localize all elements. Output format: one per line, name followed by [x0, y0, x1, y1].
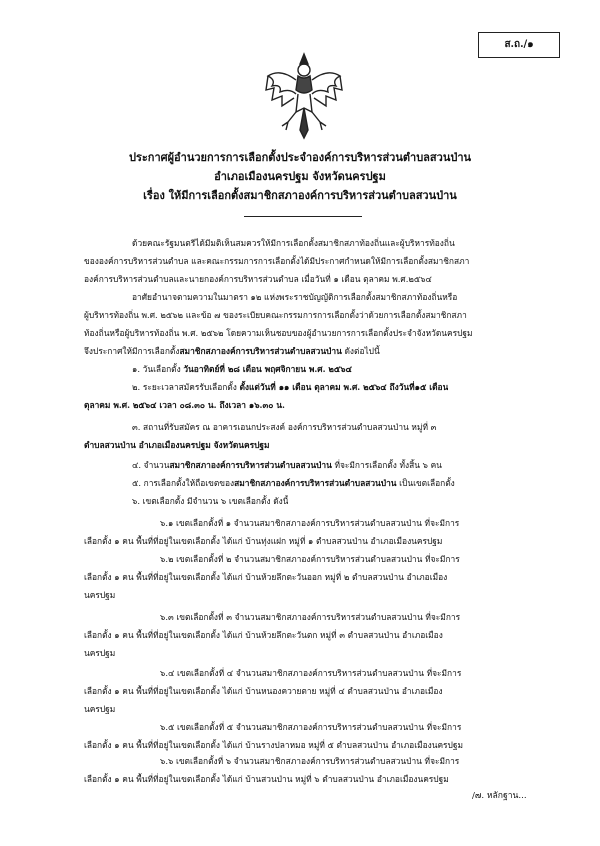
zone-2-line: นครปฐม [84, 590, 116, 600]
text-run: ที่จะมีการเลือกตั้ง ทั้งสิ้น ๖ คน [331, 460, 442, 470]
bold-text-run: สมาชิกสภาองค์การบริหารส่วนตำบลสวนป่าน [169, 460, 332, 470]
text-run: ดังต่อไปนี้ [341, 346, 380, 356]
zone-5-line: ๖.๕ เขตเลือกตั้งที่ ๕ จำนวนสมาชิกสภาองค์การบริหารส่วนตำบลสวนป่าน ที่จะมีการ [160, 722, 462, 732]
text-run: จึงประกาศให้มีการเลือกตั้ง [84, 346, 180, 356]
item-application-venue: ๓. สถานที่รับสมัคร ณ อาคารเอนกประสงค์ องค์การบริหารส่วนตำบลสวนป่าน หมู่ที่ ๓ [132, 422, 437, 432]
item-constituency-count: ๖. เขตเลือกตั้ง มีจำนวน ๖ เขตเลือกตั้ง ดังนี้ [132, 496, 289, 506]
zone-3-line: นครปฐม [84, 648, 116, 658]
item-constituency-rule [132, 476, 455, 490]
garuda-emblem-icon [262, 50, 346, 142]
subject-line: เรื่อง ให้มีการเลือกตั้งสมาชิกสภาองค์การบริหารส่วนตำบลสวนป่าน [143, 189, 457, 202]
text-run: ๕. การเลือกตั้งให้ถือเขตของ [132, 478, 235, 488]
bold-text-run: ตั้งแต่วันที่ ๑๑ เดือน ตุลาคม พ.ศ. ๒๕๖๔ ถึงวันที่๑๕ เดือน [239, 382, 449, 392]
zone-3-line: ๖.๓ เขตเลือกตั้งที่ ๓ จำนวนสมาชิกสภาองค์การบริหารส่วนตำบลสวนป่าน ที่จะมีการ [160, 612, 461, 622]
bold-text-run: สมาชิกสภาองค์การบริหารส่วนตำบลสวนป่าน [179, 346, 342, 356]
text-run: ๑. วันเลือกตั้ง [132, 364, 184, 374]
paragraph-line: ตำบลสวนป่าน อำเภอเมืองนครปฐม จังหวัดนครปฐม [84, 440, 270, 450]
zone-1-line: เลือกตั้ง ๑ คน พื้นที่ที่อยู่ในเขตเลือกตั้ง ได้แก่ บ้านทุ่งแฝก หมู่ที่ ๑ ตำบลสวนป่าน อำเภอเมืองนครปฐม [84, 536, 443, 546]
paragraph-line: ด้วยคณะรัฐมนตรีได้มีมติเห็นสมควรให้มีการเลือกตั้งสมาชิกสภาท้องถิ่นและผู้บริหารท้องถิ่น [132, 238, 455, 248]
form-code-box: ส.ถ./๑ [478, 32, 560, 58]
title-divider [244, 216, 362, 217]
zone-3-line: เลือกตั้ง ๑ คน พื้นที่ที่อยู่ในเขตเลือกตั้ง ได้แก่ บ้านห้วยลึกตะวันตก หมู่ที่ ๓ ตำบลสวนป่าน อำเภอเมือง [84, 630, 443, 640]
zone-2-line: ๖.๒ เขตเลือกตั้งที่ ๒ จำนวนสมาชิกสภาองค์การบริหารส่วนตำบลสวนป่าน ที่จะมีการ [160, 554, 460, 564]
bold-text-run: วันอาทิตย์ที่ ๒๘ เดือน พฤศจิกายน พ.ศ. ๒๕๖๔ [183, 364, 352, 374]
paragraph-line: ผู้บริหารท้องถิ่น พ.ศ. ๒๕๖๒ และข้อ ๗ ของระเบียบคณะกรรมการการเลือกตั้งว่าด้วยการเลือกตั้งสมาชิกสภา [84, 310, 467, 320]
item-election-day [132, 362, 352, 376]
paragraph-line [84, 344, 380, 358]
item-member-count [132, 458, 442, 472]
text-run: ๔. จำนวน [132, 460, 170, 470]
zone-5-line: เลือกตั้ง ๑ คน พื้นที่ที่อยู่ในเขตเลือกตั้ง ได้แก่ บ้านรางปลาหมอ หมู่ที่ ๕ ตำบลสวนป่าน อำเภอเมืองนครปฐม [84, 740, 463, 750]
bold-text-run: สมาชิกสภาองค์การบริหารส่วนตำบลสวนป่าน [234, 478, 397, 488]
paragraph-line: ขององค์การบริหารส่วนตำบล และคณะกรรมการการเลือกตั้งได้มีประกาศกำหนดให้มีการเลือกตั้งสมาชิกสภา [84, 256, 470, 266]
district-province: อำเภอเมืองนครปฐม จังหวัดนครปฐม [214, 170, 386, 183]
zone-6-line: ๖.๖ เขตเลือกตั้งที่ ๖ จำนวนสมาชิกสภาองค์การบริหารส่วนตำบลสวนป่าน ที่จะมีการ [160, 756, 460, 766]
zone-4-line: นครปฐม [84, 704, 116, 714]
continuation-marker: /๗. หลักฐาน... [472, 791, 527, 801]
text-run: ๒. ระยะเวลาสมัครรับเลือกตั้ง [132, 382, 240, 392]
zone-1-line: ๖.๑ เขตเลือกตั้งที่ ๑ จำนวนสมาชิกสภาองค์การบริหารส่วนตำบลสวนป่าน ที่จะมีการ [160, 518, 460, 528]
text-run: เป็นเขตเลือกตั้ง [396, 478, 455, 488]
zone-2-line: เลือกตั้ง ๑ คน พื้นที่ที่อยู่ในเขตเลือกตั้ง ได้แก่ บ้านห้วยลึกตะวันออก หมู่ที่ ๒ ตำบลสวนป่าน อำเภอเมือง [84, 572, 448, 582]
paragraph-line: องค์การบริหารส่วนตำบลและนายกองค์การบริหารส่วนตำบล เมื่อวันที่ ๑ เดือน ตุลาคม พ.ศ.๒๕๖๔ [84, 274, 432, 284]
item-application-period [132, 380, 448, 394]
paragraph-line: อาศัยอำนาจตามความในมาตรา ๑๒ แห่งพระราชบัญญัติการเลือกตั้งสมาชิกสภาท้องถิ่นหรือ [132, 292, 458, 302]
zone-4-line: เลือกตั้ง ๑ คน พื้นที่ที่อยู่ในเขตเลือกตั้ง ได้แก่ บ้านหนองควายตาย หมู่ที่ ๔ ตำบลสวนป่าน อำเภอเมือง [84, 686, 443, 696]
paragraph-line: ท้องถิ่นหรือผู้บริหารท้องถิ่น พ.ศ. ๒๕๖๒ โดยความเห็นชอบของผู้อำนวยการการเลือกตั้งประจำจังหวัดนครปฐม [84, 328, 473, 338]
zone-4-line: ๖.๔ เขตเลือกตั้งที่ ๔ จำนวนสมาชิกสภาองค์การบริหารส่วนตำบลสวนป่าน ที่จะมีการ [160, 668, 462, 678]
paragraph-line: ตุลาคม พ.ศ. ๒๕๖๔ เวลา ๐๘.๓๐ น. ถึงเวลา ๑๖.๓๐ น. [84, 400, 285, 410]
announcement-title: ประกาศผู้อำนวยการการเลือกตั้งประจำองค์การบริหารส่วนตำบลสวนป่าน [128, 151, 472, 164]
zone-6-line: เลือกตั้ง ๑ คน พื้นที่ที่อยู่ในเขตเลือกตั้ง ได้แก่ บ้านสวนป่าน หมู่ที่ ๖ ตำบลสวนป่าน อำเภอเมืองนครปฐม [84, 774, 449, 784]
